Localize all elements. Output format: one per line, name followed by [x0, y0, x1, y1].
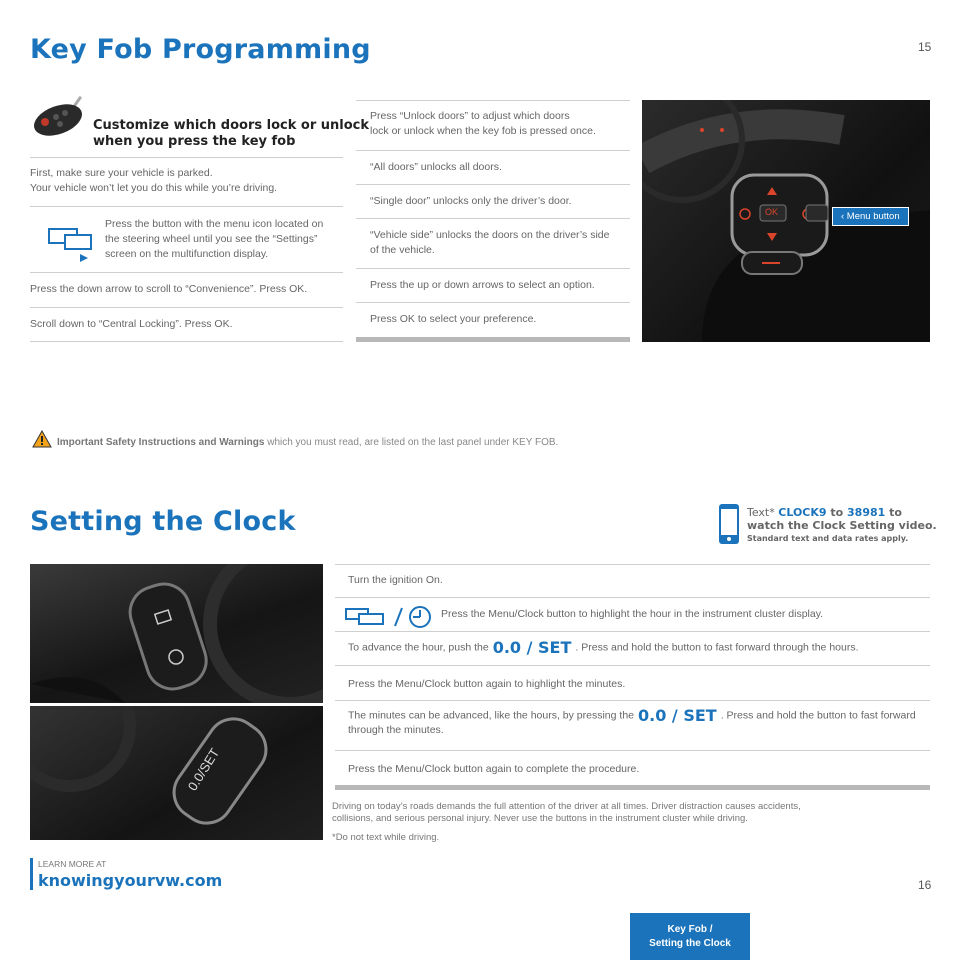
- set-button-label: 0.0 / SET: [638, 706, 717, 725]
- divider: [30, 307, 343, 308]
- advance-hour-step: [348, 640, 859, 655]
- vehicle-side-line-2: of the vehicle.: [370, 244, 435, 256]
- vehicle-side-line-1: “Vehicle side” unlocks the doors on the driver’s side: [370, 229, 610, 241]
- menu-clock-step: Press the Menu/Clock button to highlight the hour in the instrument cluster display.: [441, 608, 824, 620]
- key-fob-icon: [30, 92, 96, 144]
- promo-rates: Standard text and data rates apply.: [747, 534, 909, 543]
- intro-text: [30, 166, 277, 196]
- tab-line-2: Setting the Clock: [649, 938, 731, 949]
- safety-warning: [57, 437, 558, 448]
- convenience-step: Press the down arrow to scroll to “Convenience”. Press OK.: [30, 283, 308, 295]
- divider: [335, 700, 930, 701]
- menu-icon: [48, 226, 94, 262]
- promo-prefix: Text*: [747, 506, 779, 519]
- promo-number: 38981: [847, 506, 886, 519]
- driver-distraction-disclaimer: [332, 801, 801, 825]
- advance-minutes-step: [348, 708, 916, 738]
- set-knob-label: 0.0/SET: [184, 745, 223, 794]
- warning-rest: which you must read, are listed on the last panel under KEY FOB.: [264, 437, 559, 448]
- central-locking-step: Scroll down to “Central Locking”. Press OK.: [30, 318, 233, 330]
- set-button-photo: [30, 706, 323, 840]
- promo-to: to: [826, 506, 848, 519]
- subheading-line-1: Customize which doors lock or unlock: [93, 118, 370, 133]
- divider: [356, 100, 630, 101]
- vehicle-side-step: [370, 228, 610, 258]
- highlight-minutes-step: Press the Menu/Clock button again to highlight the minutes.: [348, 678, 626, 690]
- divider: [335, 597, 930, 598]
- divider: [356, 302, 630, 303]
- section-tab[interactable]: [630, 913, 750, 960]
- menu-step-line-1: Press the button with the menu icon located on: [105, 218, 324, 230]
- ok-step: Press OK to select your preference.: [370, 313, 537, 325]
- page-title: Key Fob Programming: [30, 34, 371, 65]
- subheading-line-2: when you press the key fob: [93, 134, 296, 149]
- promo-code: CLOCK9: [778, 506, 827, 519]
- learn-more-label: LEARN MORE AT: [38, 859, 107, 869]
- tab-line-1: Key Fob /: [667, 924, 713, 935]
- disclaimer-line-2: collisions, and serious personal injury. Never use the buttons in the instrument cluster while driving.: [332, 813, 748, 824]
- unlock-doors-step: [370, 109, 596, 139]
- divider: [30, 272, 343, 273]
- warning-icon: [32, 430, 52, 448]
- promo-line-1: [747, 506, 937, 519]
- divider: [335, 750, 930, 751]
- divider: [356, 150, 630, 151]
- unlock-line-2: lock or unlock when the key fob is pressed once.: [370, 125, 596, 137]
- ok-key-label: OK: [765, 207, 779, 217]
- set-button-illustration: [30, 706, 323, 840]
- advance-hour-text: To advance the hour, push the: [348, 641, 489, 654]
- divider: [356, 268, 630, 269]
- section-end-bar: [335, 785, 930, 790]
- text-video-promo: [747, 506, 937, 545]
- warning-bold: Important Safety Instructions and Warnings: [57, 437, 265, 448]
- all-doors-step: “All doors” unlocks all doors.: [370, 161, 502, 173]
- promo-suffix: to: [885, 506, 902, 519]
- menu-step-line-3: screen on the multifunction display.: [105, 248, 269, 260]
- divider: [335, 665, 930, 666]
- footnote: *Do not text while driving.: [332, 832, 440, 843]
- menu-clock-button-photo: [30, 564, 323, 703]
- divider: [356, 218, 630, 219]
- intro-line-1: First, make sure your vehicle is parked.: [30, 167, 213, 179]
- menu-step-text: [105, 217, 323, 262]
- keyfob-subheading: [93, 118, 369, 150]
- menu-clock-illustration: [30, 564, 323, 703]
- advance-minutes-text: The minutes can be advanced, like the hours, by pressing the: [348, 709, 635, 722]
- intro-line-2: Your vehicle won’t let you do this while you’re driving.: [30, 182, 278, 194]
- clock-section-title: Setting the Clock: [30, 506, 296, 537]
- divider: [335, 631, 930, 632]
- footer-accent-bar: [30, 858, 33, 890]
- divider: [30, 206, 343, 207]
- divider: [335, 564, 930, 565]
- divider: [30, 341, 343, 342]
- divider: [30, 157, 343, 158]
- menu-button-callout: ‹ Menu button: [832, 207, 909, 226]
- single-door-step: “Single door” unlocks only the driver’s door.: [370, 195, 572, 207]
- unlock-line-1: Press “Unlock doors” to adjust which doors: [370, 110, 570, 122]
- page-number-top: 15: [918, 40, 932, 54]
- set-button-label: 0.0 / SET: [492, 638, 572, 657]
- promo-line-2: watch the Clock Setting video.: [747, 519, 937, 532]
- divider: [356, 184, 630, 185]
- disclaimer-line-1: Driving on today’s roads demands the full attention of the driver at all times. Driver distraction causes accidents,: [332, 801, 801, 812]
- advance-minutes-line-1: [348, 708, 916, 723]
- advance-minutes-line-2: through the minutes.: [348, 724, 444, 737]
- advance-minutes-text-2: . Press and hold the button to fast forward: [720, 709, 916, 722]
- ignition-step: Turn the ignition On.: [348, 574, 443, 586]
- menu-clock-icon: [345, 604, 435, 630]
- complete-step: Press the Menu/Clock button again to complete the procedure.: [348, 763, 640, 775]
- menu-step-line-2: the steering wheel until you see the “Settings”: [105, 233, 318, 245]
- website-link[interactable]: knowingyourvw.com: [38, 871, 223, 890]
- phone-icon: [718, 503, 740, 545]
- updown-step: Press the up or down arrows to select an option.: [370, 279, 595, 291]
- page-number-bottom: 16: [918, 878, 932, 892]
- section-end-bar: [356, 337, 630, 342]
- advance-hour-text-2: . Press and hold the button to fast forward through the hours.: [575, 641, 859, 654]
